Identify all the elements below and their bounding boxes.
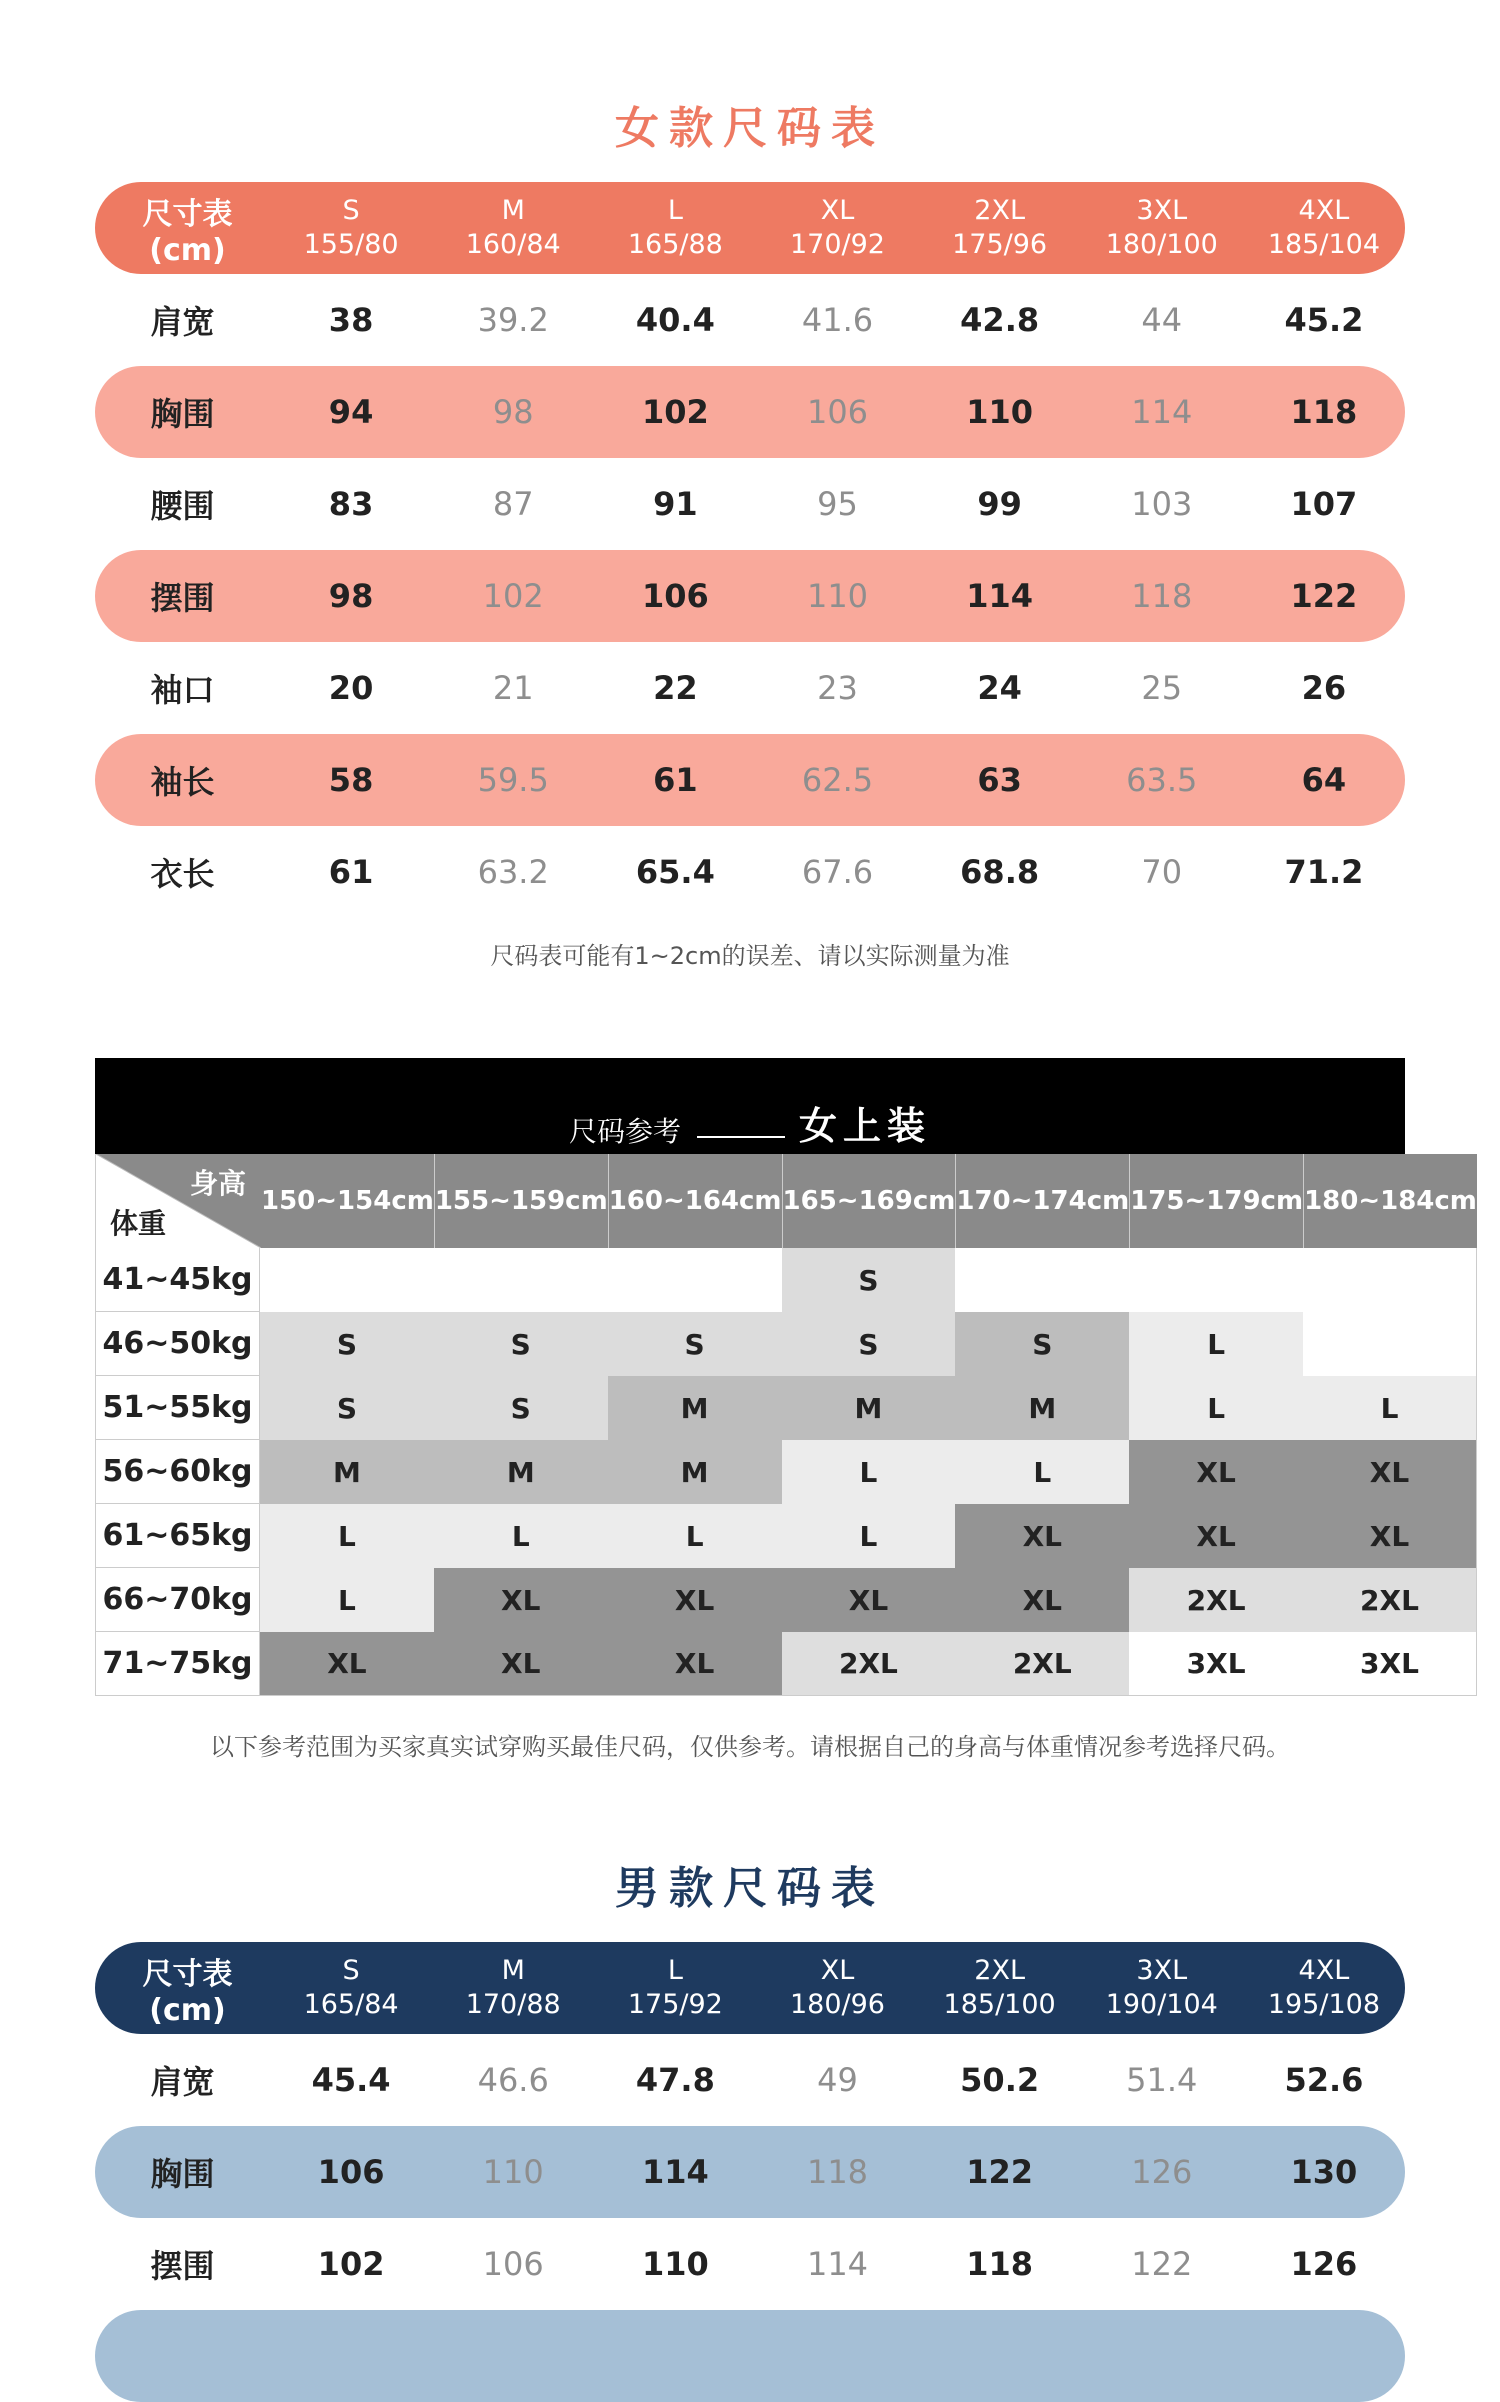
table-cell: 102 xyxy=(482,577,544,615)
size-header-4xl xyxy=(1243,194,1405,262)
size-name: L xyxy=(667,195,683,226)
height-header: 165~169cm xyxy=(782,1154,956,1248)
table-cell: 122 xyxy=(1131,2245,1193,2283)
table-cell: 61 xyxy=(653,761,698,799)
reference-corner xyxy=(95,1154,260,1248)
table-cell: 49 xyxy=(817,2061,858,2099)
women-note: 尺码表可能有1~2cm的误差、请以实际测量为准 xyxy=(490,942,1010,970)
size-recommendation-cell xyxy=(1303,1248,1477,1312)
table-cell: 118 xyxy=(966,2245,1034,2283)
row-label: 胸围 xyxy=(150,395,215,433)
table-cell: 114 xyxy=(806,2245,869,2283)
size-spec: 160/84 xyxy=(465,229,561,260)
size-name: 2XL xyxy=(974,195,1025,226)
height-header: 175~179cm xyxy=(1129,1154,1303,1248)
size-name: M xyxy=(501,195,525,226)
table-row xyxy=(95,458,1405,550)
size-recommendation-cell xyxy=(608,1248,782,1312)
size-recommendation-cell xyxy=(260,1248,434,1312)
table-cell: 70 xyxy=(1141,853,1183,891)
reference-header xyxy=(95,1058,1405,1154)
table-cell: 63.5 xyxy=(1126,761,1198,799)
row-label: 胸围 xyxy=(150,2155,215,2193)
weight-label: 46~50kg xyxy=(95,1312,260,1376)
table-cell: 63 xyxy=(977,761,1022,799)
table-cell: 45.4 xyxy=(311,2061,391,2099)
table-cell: 102 xyxy=(641,393,709,431)
size-header-s xyxy=(270,194,432,262)
table-cell: 114 xyxy=(1131,393,1193,431)
row-label: 肩宽 xyxy=(150,2063,215,2101)
size-recommendation-cell: XL xyxy=(434,1632,608,1696)
size-recommendation-cell: XL xyxy=(1303,1440,1477,1504)
table-cell: 110 xyxy=(966,393,1034,431)
table-cell: 114 xyxy=(966,577,1034,615)
size-spec: 170/88 xyxy=(465,1989,561,2020)
reference-grid xyxy=(95,1154,1477,1696)
table-cell: 51.4 xyxy=(1126,2061,1198,2099)
row-label: 摆围 xyxy=(150,2247,215,2285)
size-header-s xyxy=(270,1954,432,2022)
weight-label: 56~60kg xyxy=(95,1440,260,1504)
row-label: 腰围 xyxy=(150,487,215,525)
size-recommendation-cell: S xyxy=(434,1312,608,1376)
table-row xyxy=(95,2034,1405,2126)
size-recommendation-cell: S xyxy=(782,1312,956,1376)
reference-note: 以下参考范围为买家真实试穿购买最佳尺码，仅供参考。请根据自己的身高与体重情况参考选择尺码。 xyxy=(210,1733,1290,1761)
size-recommendation-cell: S xyxy=(260,1376,434,1440)
table-cell: 107 xyxy=(1290,485,1358,523)
corner-weight-label: 体重 xyxy=(110,1207,167,1240)
row-label: 摆围 xyxy=(150,579,215,617)
size-recommendation-cell: 2XL xyxy=(1303,1568,1477,1632)
size-recommendation-cell: XL xyxy=(782,1568,956,1632)
table-cell: 118 xyxy=(1131,577,1193,615)
height-header: 150~154cm xyxy=(260,1154,434,1248)
size-name: XL xyxy=(820,195,855,226)
size-name: 4XL xyxy=(1298,195,1350,226)
size-recommendation-cell: M xyxy=(434,1440,608,1504)
table-cell: 106 xyxy=(806,393,869,431)
table-cell: 64 xyxy=(1301,761,1347,799)
men-title: 男款尺码表 xyxy=(615,1863,885,1914)
size-recommendation-cell xyxy=(434,1248,608,1312)
header-label: 尺寸表(cm) xyxy=(142,196,233,268)
table-cell: 44 xyxy=(1141,301,1183,339)
header-label: 尺寸表(cm) xyxy=(142,1956,233,2028)
table-cell: 126 xyxy=(1131,2153,1193,2191)
size-spec: 165/88 xyxy=(627,229,723,260)
size-recommendation-cell: M xyxy=(260,1440,434,1504)
table-cell: 114 xyxy=(641,2153,709,2191)
size-recommendation-cell: 3XL xyxy=(1303,1632,1477,1696)
size-header-xl xyxy=(756,194,918,262)
table-cell: 42.8 xyxy=(960,301,1040,339)
size-recommendation-cell: XL xyxy=(955,1504,1129,1568)
size-name: 2XL xyxy=(974,1955,1025,1986)
size-recommendation-cell: XL xyxy=(955,1568,1129,1632)
table-cell: 126 xyxy=(1290,2245,1358,2283)
women-title: 女款尺码表 xyxy=(615,103,885,154)
table-row xyxy=(95,366,1405,458)
table-row xyxy=(95,734,1405,826)
size-recommendation-cell: M xyxy=(782,1376,956,1440)
height-header: 155~159cm xyxy=(434,1154,608,1248)
men-table-header xyxy=(95,1942,1405,2034)
table-cell: 23 xyxy=(817,669,858,707)
size-recommendation-cell: L xyxy=(1129,1312,1303,1376)
size-header-l xyxy=(594,194,756,262)
table-cell: 68.8 xyxy=(960,853,1040,891)
size-recommendation-cell: XL xyxy=(1129,1504,1303,1568)
table-cell: 118 xyxy=(806,2153,869,2191)
table-cell: 20 xyxy=(328,669,374,707)
size-header-3xl xyxy=(1081,194,1243,262)
size-recommendation-cell xyxy=(1129,1248,1303,1312)
size-spec: 175/96 xyxy=(952,229,1048,260)
table-cell: 102 xyxy=(317,2245,385,2283)
table-cell: 106 xyxy=(641,577,709,615)
size-recommendation-cell: L xyxy=(1129,1376,1303,1440)
table-cell: 40.4 xyxy=(635,301,715,339)
weight-label: 51~55kg xyxy=(95,1376,260,1440)
size-recommendation-cell: L xyxy=(434,1504,608,1568)
size-recommendation-cell: XL xyxy=(1129,1440,1303,1504)
men-next-band xyxy=(95,2310,1405,2402)
row-label: 袖口 xyxy=(150,671,215,709)
size-recommendation-cell: S xyxy=(955,1312,1129,1376)
table-cell: 26 xyxy=(1301,669,1347,707)
height-header: 170~174cm xyxy=(955,1154,1129,1248)
men-size-table xyxy=(95,1942,1405,2310)
size-recommendation-cell: L xyxy=(1303,1376,1477,1440)
weight-label: 71~75kg xyxy=(95,1632,260,1696)
table-row xyxy=(95,550,1405,642)
height-header: 180~184cm xyxy=(1303,1154,1477,1248)
table-cell: 59.5 xyxy=(477,761,549,799)
size-recommendation-cell: XL xyxy=(1303,1504,1477,1568)
table-cell: 98 xyxy=(328,577,374,615)
table-cell: 122 xyxy=(1290,577,1358,615)
size-header-4xl xyxy=(1243,1954,1405,2022)
table-row xyxy=(95,2126,1405,2218)
women-size-table xyxy=(95,182,1405,918)
size-recommendation-cell: XL xyxy=(434,1568,608,1632)
table-cell: 41.6 xyxy=(801,301,874,339)
size-recommendation-cell: 2XL xyxy=(1129,1568,1303,1632)
size-reference-table xyxy=(95,1058,1477,1696)
size-recommendation-cell: L xyxy=(955,1440,1129,1504)
table-row xyxy=(95,642,1405,734)
table-cell: 50.2 xyxy=(960,2061,1040,2099)
size-recommendation-cell: 2XL xyxy=(955,1632,1129,1696)
size-recommendation-cell: 3XL xyxy=(1129,1632,1303,1696)
table-cell: 110 xyxy=(482,2153,544,2191)
table-cell: 122 xyxy=(966,2153,1034,2191)
size-recommendation-cell xyxy=(1303,1312,1477,1376)
size-recommendation-cell: S xyxy=(782,1248,956,1312)
size-spec: 165/84 xyxy=(303,1989,399,2020)
table-cell: 91 xyxy=(653,485,698,523)
size-name: 4XL xyxy=(1298,1955,1350,1986)
table-cell: 67.6 xyxy=(801,853,874,891)
table-cell: 24 xyxy=(977,669,1022,707)
size-recommendation-cell: M xyxy=(955,1376,1129,1440)
size-name: 3XL xyxy=(1136,1955,1188,1986)
reference-dash xyxy=(697,1136,785,1138)
table-cell: 63.2 xyxy=(477,853,549,891)
row-label: 肩宽 xyxy=(150,303,215,341)
table-cell: 130 xyxy=(1290,2153,1358,2191)
size-recommendation-cell: S xyxy=(260,1312,434,1376)
size-recommendation-cell: XL xyxy=(608,1568,782,1632)
size-recommendation-cell: XL xyxy=(608,1632,782,1696)
size-name: XL xyxy=(820,1955,855,1986)
weight-label: 41~45kg xyxy=(95,1248,260,1312)
table-cell: 98 xyxy=(492,393,534,431)
weight-label: 66~70kg xyxy=(95,1568,260,1632)
table-cell: 39.2 xyxy=(477,301,549,339)
size-header-3xl xyxy=(1081,1954,1243,2022)
size-recommendation-cell: L xyxy=(782,1504,956,1568)
size-name: 3XL xyxy=(1136,195,1188,226)
table-cell: 65.4 xyxy=(635,853,715,891)
size-spec: 185/100 xyxy=(943,1989,1056,2020)
table-cell: 62.5 xyxy=(801,761,874,799)
row-label: 衣长 xyxy=(150,855,215,893)
size-spec: 180/100 xyxy=(1105,229,1218,260)
size-spec: 170/92 xyxy=(789,229,885,260)
reference-subtitle: 尺码参考 xyxy=(568,1115,681,1148)
size-spec: 155/80 xyxy=(303,229,399,260)
size-recommendation-cell: XL xyxy=(260,1632,434,1696)
size-recommendation-cell: L xyxy=(260,1504,434,1568)
size-recommendation-cell: L xyxy=(260,1568,434,1632)
size-name: S xyxy=(342,195,360,226)
size-header-l xyxy=(594,1954,756,2022)
size-spec: 190/104 xyxy=(1105,1989,1218,2020)
size-spec: 195/108 xyxy=(1267,1989,1380,2020)
table-cell: 71.2 xyxy=(1284,853,1364,891)
table-cell: 118 xyxy=(1290,393,1358,431)
size-recommendation-cell: L xyxy=(608,1504,782,1568)
size-header-2xl xyxy=(919,1954,1081,2022)
size-recommendation-cell: L xyxy=(782,1440,956,1504)
table-row xyxy=(95,2218,1405,2310)
table-cell: 99 xyxy=(977,485,1022,523)
table-cell: 46.6 xyxy=(477,2061,549,2099)
size-recommendation-cell: 2XL xyxy=(782,1632,956,1696)
size-recommendation-cell: S xyxy=(608,1312,782,1376)
size-name: L xyxy=(667,1955,683,1986)
table-cell: 22 xyxy=(653,669,698,707)
table-cell: 94 xyxy=(328,393,374,431)
table-cell: 25 xyxy=(1141,669,1183,707)
table-cell: 45.2 xyxy=(1284,301,1364,339)
weight-label: 61~65kg xyxy=(95,1504,260,1568)
size-header-m xyxy=(432,1954,594,2022)
size-header-m xyxy=(432,194,594,262)
size-recommendation-cell: M xyxy=(608,1376,782,1440)
table-row xyxy=(95,826,1405,918)
reference-title: 女上装 xyxy=(799,1104,932,1148)
size-header-xl xyxy=(756,1954,918,2022)
table-cell: 106 xyxy=(482,2245,544,2283)
table-cell: 58 xyxy=(328,761,374,799)
table-row xyxy=(95,274,1405,366)
table-cell: 87 xyxy=(492,485,534,523)
table-cell: 47.8 xyxy=(635,2061,715,2099)
size-spec: 175/92 xyxy=(627,1989,723,2020)
height-header: 160~164cm xyxy=(608,1154,782,1248)
table-cell: 38 xyxy=(328,301,374,339)
corner-height-label: 身高 xyxy=(189,1167,246,1200)
size-recommendation-cell xyxy=(955,1248,1129,1312)
size-recommendation-cell: S xyxy=(434,1376,608,1440)
table-cell: 110 xyxy=(641,2245,709,2283)
women-table-header xyxy=(95,182,1405,274)
size-recommendation-cell: M xyxy=(608,1440,782,1504)
table-cell: 110 xyxy=(806,577,869,615)
table-cell: 61 xyxy=(328,853,374,891)
table-cell: 21 xyxy=(492,669,534,707)
table-cell: 52.6 xyxy=(1284,2061,1364,2099)
size-name: S xyxy=(342,1955,360,1986)
size-spec: 180/96 xyxy=(789,1989,885,2020)
table-cell: 103 xyxy=(1131,485,1193,523)
table-cell: 83 xyxy=(328,485,374,523)
size-header-2xl xyxy=(919,194,1081,262)
table-cell: 95 xyxy=(817,485,858,523)
size-name: M xyxy=(501,1955,525,1986)
size-spec: 185/104 xyxy=(1267,229,1380,260)
table-cell: 106 xyxy=(317,2153,385,2191)
row-label: 袖长 xyxy=(150,763,215,801)
